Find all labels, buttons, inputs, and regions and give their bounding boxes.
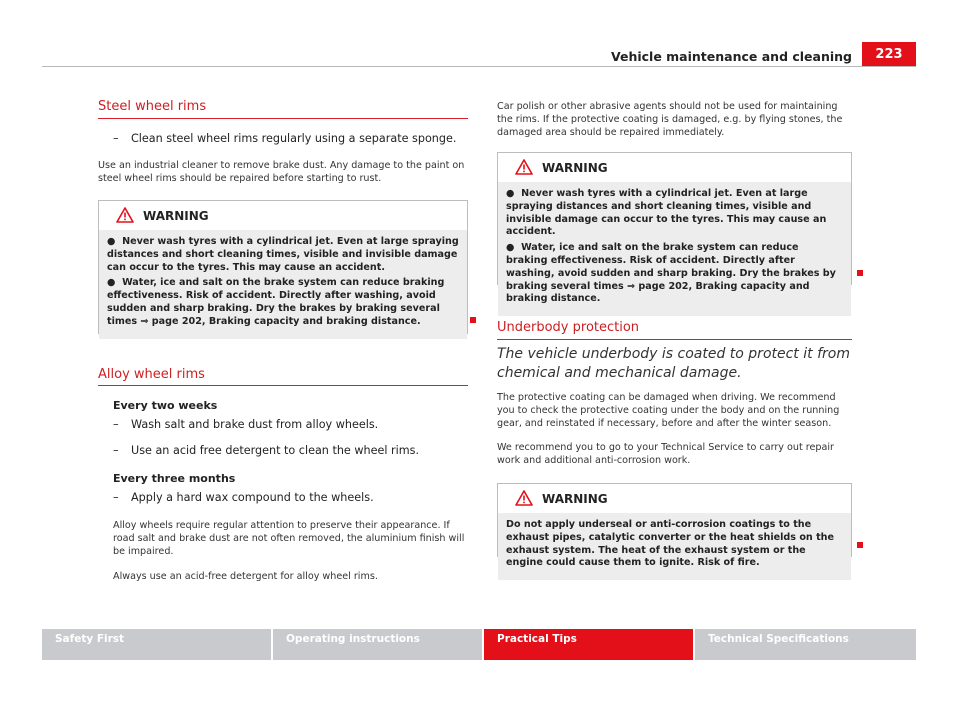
footer-tab-safety-first[interactable]: Safety First	[42, 629, 271, 660]
warning-label: WARNING	[542, 492, 608, 506]
warning-header	[498, 153, 851, 182]
warning-header	[498, 484, 851, 513]
alloy-rims-heading: Alloy wheel rims	[98, 367, 205, 382]
alloy-step-2: – Use an acid free detergent to clean the wheel rims.	[113, 444, 420, 457]
alloy-paragraph-1: Alloy wheels require regular attention to preserve their appearance. If road salt and brake dust are not often removed, the aluminium finish will be impaired.	[113, 520, 465, 557]
section-end-marker	[857, 542, 863, 548]
warning-triangle-icon	[116, 207, 134, 223]
section-end-marker	[470, 317, 476, 323]
steel-step-1: – Clean steel wheel rims regularly using a separate sponge.	[113, 132, 457, 145]
rims-intro-paragraph: Car polish or other abrasive agents should not be used for maintaining the rims. If the protective coating is damaged, e.g. by flying stones, the damaged area should be repaired immediately.	[497, 101, 843, 138]
steel-step-1-text: Clean steel wheel rims regularly using a separate sponge.	[131, 132, 457, 145]
warning-header	[99, 201, 467, 230]
underbody-warning-box	[497, 483, 852, 569]
page-number: 223	[862, 42, 916, 67]
alloy-step-1-text: Wash salt and brake dust from alloy wheels.	[131, 418, 379, 431]
warning-triangle-icon	[515, 159, 533, 175]
underbody-lead: The vehicle underbody is coated to protect it from chemical and mechanical damage.	[497, 346, 850, 381]
warning-bullet-2: ● Water, ice and salt on the brake system can reduce braking effectiveness. Risk of accident. Directly after washing, avoid sudden and sharp braking. Dry the brakes by braking several times ⇒ page 202, Braking capacity and braking distance.	[107, 277, 445, 327]
alloy-step-3: – Apply a hard wax compound to the wheels.	[113, 491, 374, 504]
alloy-subheading-1: Every two weeks	[113, 399, 218, 412]
alloy-step-3-text: Apply a hard wax compound to the wheels.	[131, 491, 374, 504]
warning-body	[99, 230, 467, 339]
warning-label: WARNING	[542, 161, 608, 175]
section-end-marker	[857, 270, 863, 276]
alloy-paragraph-2: Always use an acid-free detergent for alloy wheel rims.	[113, 571, 378, 582]
underbody-paragraph-1: The protective coating can be damaged when driving. We recommend you to check the protective coating under the body and on the running gear, and reinstated if necessary, before and after the winter season.	[497, 392, 840, 429]
warning-bullet-2: ● Water, ice and salt on the brake system can reduce braking effectiveness. Risk of accident. Directly after washing, avoid sudden and sharp braking. Dry the brakes by braking several times ⇒ page 202, Braking capacity and braking distance.	[506, 242, 836, 305]
steel-paragraph: Use an industrial cleaner to remove brake dust. Any damage to the paint on steel wheel rims should be repaired before starting to rust.	[98, 160, 465, 184]
footer-tab-practical-tips[interactable]: Practical Tips	[484, 629, 693, 660]
alloy-step-2-text: Use an acid free detergent to clean the wheel rims.	[131, 444, 420, 457]
rims-warning-box	[497, 152, 852, 305]
warning-bullet-1: ● Never wash tyres with a cylindrical jet. Even at large spraying distances and short cleaning times, visible and invisible damage can occur to the tyres. This may cause an accident.	[506, 188, 827, 238]
footer-tab-operating-instructions[interactable]: Operating instructions	[273, 629, 482, 660]
warning-bullet-1: ● Never wash tyres with a cylindrical jet. Even at large spraying distances and short cleaning times, visible and invisible damage can occur to the tyres. This may cause an accident.	[107, 236, 459, 273]
steel-rims-heading: Steel wheel rims	[98, 99, 207, 114]
underbody-paragraph-2: We recommend you to go to your Technical Service to carry out repair work and additional anti-corrosion work.	[497, 442, 835, 466]
warning-triangle-icon	[515, 490, 533, 506]
footer-tab-technical-specifications[interactable]: Technical Specifications	[695, 629, 916, 660]
underbody-heading: Underbody protection	[497, 320, 640, 335]
warning-label: WARNING	[143, 209, 209, 223]
steel-rims-heading-rule	[98, 118, 468, 119]
alloy-subheading-2: Every three months	[113, 472, 236, 485]
alloy-step-1: – Wash salt and brake dust from alloy wheels.	[113, 418, 379, 431]
steel-warning-box	[98, 200, 468, 334]
warning-body	[498, 513, 851, 580]
page-header-title: Vehicle maintenance and cleaning	[610, 49, 852, 64]
header-divider	[42, 66, 916, 67]
alloy-rims-heading-rule	[98, 385, 468, 386]
warning-text: Do not apply underseal or anti-corrosion coatings to the exhaust pipes, catalytic converter or the heat shields on the exhaust system. The heat of the exhaust system or the engine could cause them to ignite. Risk of fire.	[506, 519, 835, 569]
underbody-heading-rule	[497, 339, 852, 340]
warning-body	[498, 182, 851, 316]
